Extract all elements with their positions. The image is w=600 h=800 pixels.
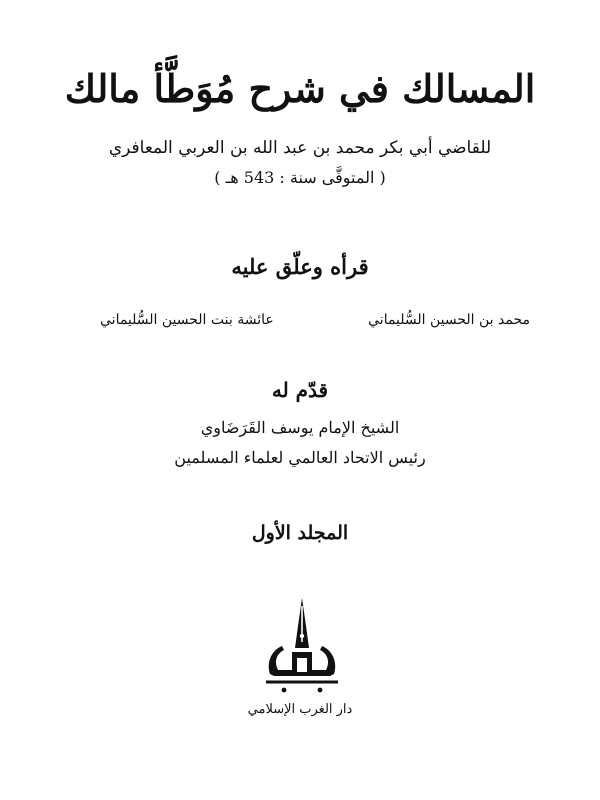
preface-author: الشيخ الإمام يوسف القَرَضَاوي [200,418,400,437]
book-title: المسالك في شرح مُوَطَّأ مالك [64,66,536,111]
editors-list [100,312,530,328]
editor-name: محمد بن الحسين السُّليماني [368,312,530,328]
preface-author-role: رئيس الاتحاد العالمي لعلماء المسلمين [174,448,426,467]
preface-heading: قدّم له [271,378,329,402]
author-line: للقاضي أبي بكر محمد بن عبد الله بن العربي المعافري [108,138,492,158]
dar-al-gharb-logo-icon [262,596,342,700]
publisher-name: دار الغرب الإسلامي [247,702,353,717]
death-date: ( المتوفَّى سنة : 543 هـ ) [214,168,386,187]
volume-label: المجلد الأول [251,522,349,544]
editors-heading: قرأه وعلّق عليه [231,254,369,279]
editor-name: عائشة بنت الحسين السُّليماني [100,312,274,328]
